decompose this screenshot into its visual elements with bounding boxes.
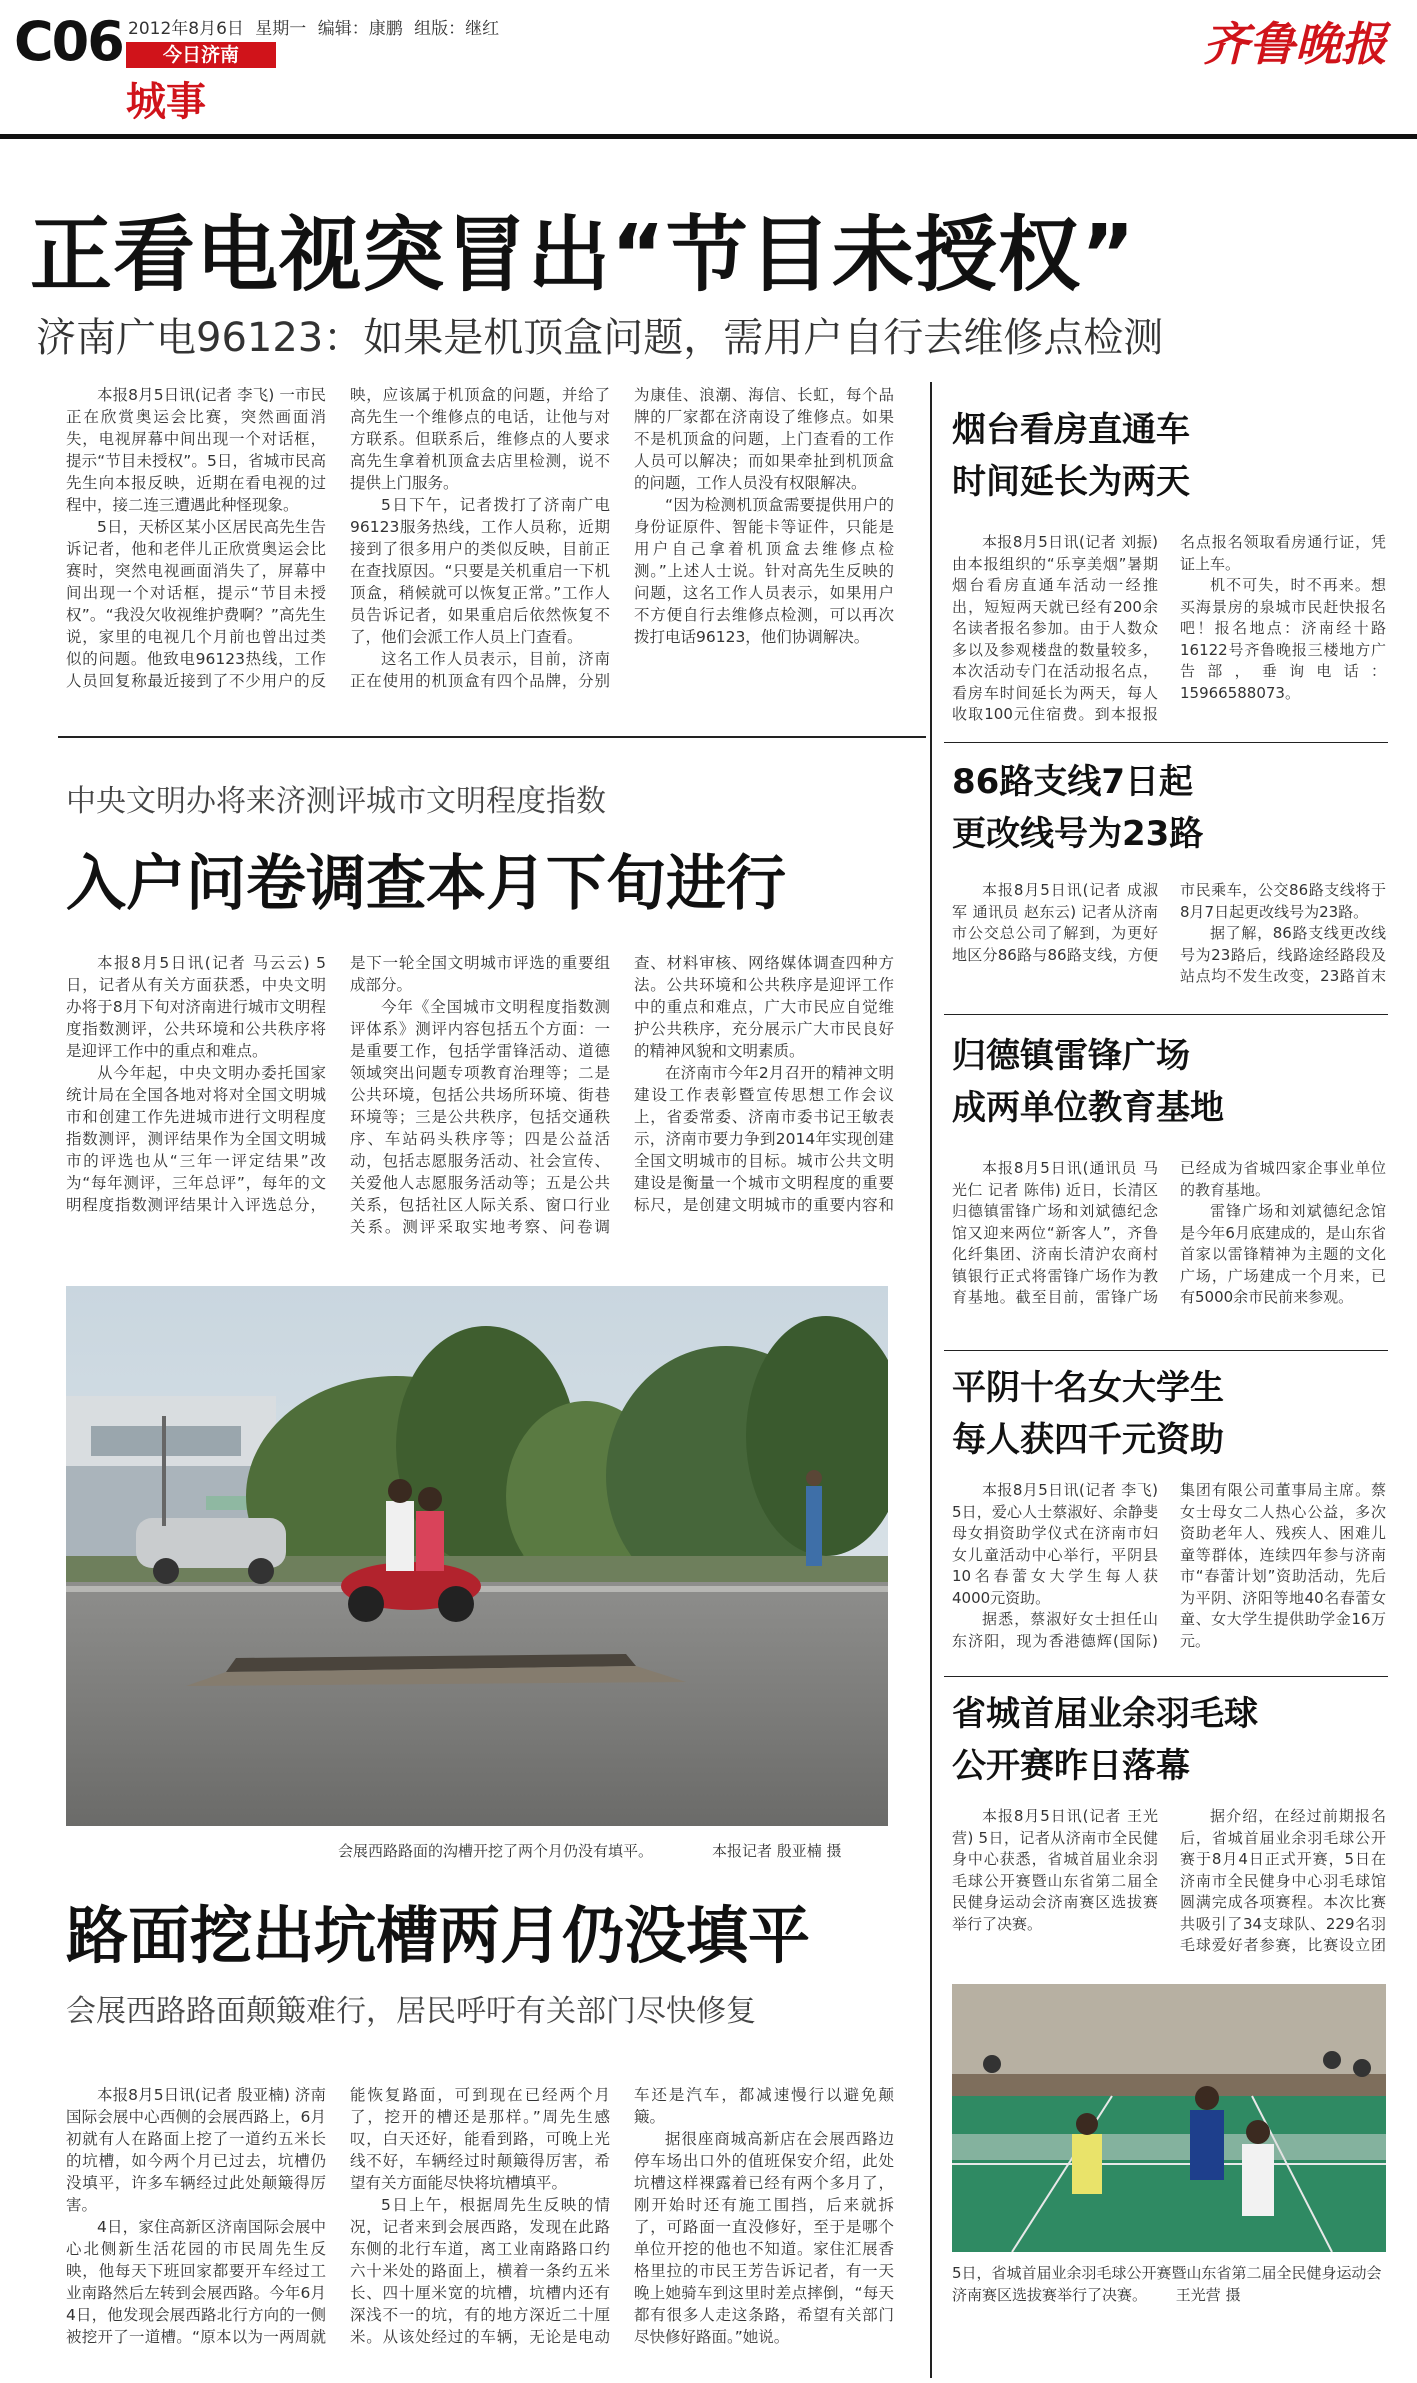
third-paragraph: 据很座商城高新店在会展西路边停车场出口外的值班保安介绍，此处坑槽这样裸露着已经有两个多月了，刚开始时还有施工围挡，后来就拆了，可路面一直没修好，至于是哪个单位开挖的他也不知道。家住汇展香格里拉的市民王芳告诉记者，有一天晚上她骑车到这里时差点摔倒，“每天都有很多人走这条路，希望有关部门尽快修好路面。”她说。: [634, 2130, 894, 2346]
lead-paragraph: 本报8月5日讯(记者 李飞) 一市民正在欣赏奥运会比赛，突然画面消失，电视屏幕中间出现一个对话框，提示“节目未授权”。5日，省城市民高先生向本报反映，近期在看电视的过程中，接二连三遭遇此种怪现象。: [66, 386, 326, 514]
sidebar-article-body: [952, 1480, 1386, 1664]
road-photo: [66, 1286, 888, 1826]
third-article-body: [66, 2084, 894, 2370]
divider: [944, 1350, 1388, 1351]
sidebar-headline-line: 86路支线7日起: [952, 762, 1193, 802]
sidebar-headline: [952, 756, 1203, 860]
sidebar-paragraph: 本报8月5日讯(记者 王光营) 5日，记者从济南市全民健身中心获悉，省城首届业余羽毛球公开赛暨山东省第二届全民健身运动会济南赛区选拔赛举行了决赛。: [952, 1807, 1158, 1933]
third-paragraph: 4日，家住高新区济南国际会展中心北侧新生活花园的市民周先生反映，他每天下班回家都要开车经过工业南路然后左转到会展西路。今年6月4日，他发现会展西路北行方向的一侧被挖开了一道槽。“原本以为一两周就能恢复路面，可到现在已经两个月了，挖开的槽还是那样。”周先生感叹，白天还好，能看到路，可晚上光线不好，车辆经过时颠簸得厉害，希望有关方面能尽快将坑槽填平。: [66, 2086, 610, 2346]
second-paragraph: 从今年起，中央文明办委托国家统计局在全国各地对将对全国文明城市和创建工作先进城市进行文明程度指数测评，测评结果作为全国文明城市的评选也从“三年一评定结果”改为“每年测评，三年总评”，每年的文明程度指数测评结果计入评选总分，是下一轮全国文明城市评选的重要组成部分。: [66, 954, 610, 1214]
sidebar-paragraph: 本报8月5日讯(记者 李飞) 5日，爱心人士蔡淑好、余静斐母女捐资助学仪式在济南市妇女儿童活动中心举行，平阴县10名春蕾女大学生每人获4000元资助。: [952, 1481, 1158, 1607]
sidebar-headline-line: 烟台看房直通车: [952, 410, 1190, 450]
lead-headline: 正看电视突冒出“节目未授权”: [30, 208, 1136, 303]
second-headline: 入户问卷调查本月下旬进行: [66, 849, 786, 919]
third-headline: 路面挖出坑槽两月仍没填平: [66, 1899, 811, 1972]
sidebar-article-body: [952, 1158, 1386, 1338]
sidebar-paragraph: 本报8月5日讯(记者 成淑军 通讯员 赵东云) 记者从济南市公交总公司了解到，为更好地区分86路与86路支线，方便市民乘车，公交86路支线将于8月7日起更改线号为23路。: [952, 881, 1386, 964]
sidebar-headline-line: 省城首届业余羽毛球: [952, 1694, 1258, 1734]
second-kicker: 中央文明办将来济测评城市文明程度指数: [66, 784, 606, 819]
sidebar-article-body: [952, 880, 1386, 1000]
photo-caption: 会展西路路面的沟槽开挖了两个月仍没有填平。: [338, 1842, 654, 1860]
divider: [58, 736, 926, 738]
date-editor-line: 2012年8月6日 星期一 编辑：康鹏 组版：继红: [128, 19, 500, 39]
lead-paragraph: 5日下午，记者拨打了济南广电96123服务热线，工作人员称，近期接到了很多用户的类似反映，目前正在查找原因。“只要是关机重启一下机顶盒，稍候就可以恢复正常。”工作人员告诉记者，如果重启后依然恢复不了，他们会派工作人员上门查看。: [350, 496, 610, 646]
third-subhead: 会展西路路面颠簸难行，居民呼吁有关部门尽快修复: [66, 1994, 756, 2029]
section-tag: 今日济南: [126, 42, 276, 68]
photo-credit: 本报记者 殷亚楠 摄: [712, 1842, 842, 1860]
sidebar-headline-line: 归德镇雷锋广场: [952, 1036, 1190, 1076]
sidebar-photo-caption: 5日，省城首届业余羽毛球公开赛暨山东省第二届全民健身运动会济南赛区选拔赛举行了决赛。: [952, 2264, 1382, 2304]
sidebar-paragraph: 据悉，蔡淑好女士担任山东济阳，现为香港德辉(国际)集团有限公司董事局主席。蔡女士母女二人热心公益，多次资助老年人、残疾人、困难儿童等群体，连续四年参与济南市“春蕾计划”资助活动，先后为平阴、济阳等地40名春蕾女童、女大学生提供助学金16万元。: [952, 1481, 1386, 1650]
lead-subhead: 济南广电96123：如果是机顶盒问题，需用户自行去维修点检测: [36, 315, 1164, 361]
divider: [944, 1676, 1388, 1677]
lead-article-body: [66, 384, 894, 704]
sidebar-headline: [952, 1688, 1258, 1792]
third-paragraph: 本报8月5日讯(记者 殷亚楠) 济南国际会展中心西侧的会展西路上，6月初就有人在路面上挖了一道约五米长的坑槽，如今两个月已过去，坑槽仍没填平，许多车辆经过此处颠簸得厉害。: [66, 2086, 326, 2214]
sidebar-paragraph: 本报8月5日讯(通讯员 马光仁 记者 陈伟) 近日，长清区归德镇雷锋广场和刘斌德纪念馆又迎来两位“新客人”，齐鲁化纤集团、济南长清沪农商村镇银行正式将雷锋广场作为教育基地。截至目前，雷锋广场已经成为省城四家企事业单位的教育基地。: [952, 1159, 1386, 1306]
second-article-body: [66, 952, 894, 1242]
sidebar-paragraph: 据了解，86路支线更改线号为23路后，线路途经路段及站点均不发生改变，23路首末: [1180, 924, 1386, 985]
sidebar-paragraph: 本报8月5日讯(记者 刘振) 由本报组织的“乐享美烟”暑期烟台看房直通车活动一经推出，短短两天就已经有200余名读者报名参加。由于人数众多以及参观楼盘的数量较多，本次活动专门在活动报名点，看房车时间延长为两天，每人收取100元住宿费。到本报报名点报名领取看房通行证，凭证上车。: [952, 533, 1386, 723]
divider: [944, 742, 1388, 743]
sidebar-headline-line: 更改线号为23路: [952, 814, 1204, 854]
second-paragraph: 今年《全国城市文明程度指数测评体系》测评内容包括五个方面：一是重要工作，包括学雷锋活动、道德领域突出问题专项教育治理等；二是公共环境，包括公共场所环境、街巷环境等；三是公共秩序，包括交通秩序、车站码头秩序等；四是公益活动，包括志愿服务活动、社会宣传、关爱他人志愿服务活动等；五是公共关系，包括社区人际关系、窗口行业关系。测评采取实地考察、问卷调查、材料审核、网络媒体调查四种方法。公共环境和公共秩序是迎评工作中的重点和难点，广大市民应自觉维护公共秩序，充分展示广大市民良好的精神风貌和文明素质。: [350, 954, 894, 1236]
road-photo-image: [66, 1286, 888, 1826]
page-number: C06: [14, 10, 123, 73]
second-paragraph: 本报8月5日讯(记者 马云云) 5日，记者从有关方面获悉，中央文明办将于8月下旬对济南进行城市文明程度指数测评，公共环境和公共秩序将是迎评工作中的重点和难点。: [66, 954, 326, 1060]
sidebar-paragraph: 机不可失，时不再来。想买海景房的泉城市民赶快报名吧！报名地点：济南经十路16122号齐鲁晚报三楼地方广告部，垂询电话：15966588073。: [1180, 576, 1386, 702]
divider: [944, 1014, 1388, 1015]
paper-logo: 齐鲁晚报: [1203, 17, 1387, 71]
sidebar-article-body: [952, 1806, 1386, 1966]
badminton-photo-image: [952, 1984, 1386, 2252]
column-divider: [930, 382, 932, 2378]
sidebar-headline-line: 每人获四千元资助: [952, 1420, 1224, 1460]
sidebar-paragraph: 雷锋广场和刘斌德纪念馆是今年6月底建成的，是山东省首家以雷锋精神为主题的文化广场，广场建成一个月来，已有5000余市民前来参观。: [1180, 1202, 1386, 1306]
sidebar-photo-caption-wrap: [952, 2262, 1388, 2306]
sidebar-headline: [952, 1030, 1224, 1134]
sidebar-headline: [952, 404, 1190, 508]
sidebar-headline: [952, 1362, 1224, 1466]
lead-paragraph: 这名工作人员表示，目前，济南正在使用的机顶盒有四个品牌，分别为康佳、浪潮、海信、长虹，每个品牌的厂家都在济南设了维修点。如果不是机顶盒的问题，上门查看的工作人员可以解决；而如果牵扯到机顶盒的问题，工作人员没有权限解决。: [350, 386, 894, 690]
third-paragraph: 5日上午，根据周先生反映的情况，记者来到会展西路，发现在此路东侧的北行车道，离工业南路路口约六十米处的路面上，横着一条约五米长、四十厘米宽的坑槽，坑槽内还有深浅不一的坑，有的地方深近二十厘米。从该处经过的车辆，无论是电动车还是汽车，都减速慢行以避免颠簸。: [350, 2086, 894, 2346]
sidebar-headline-line: 公开赛昨日落幕: [952, 1746, 1190, 1786]
sidebar-headline-line: 时间延长为两天: [952, 462, 1190, 502]
sidebar-headline-line: 平阴十名女大学生: [952, 1368, 1224, 1408]
second-paragraph: 在济南市今年2月召开的精神文明建设工作表彰暨宣传思想工作会议上，省委常委、济南市委书记王敏表示，济南市要力争到2014年实现创建全国文明城市的目标。城市公共文明建设是衡量一个城市文明程度的重要标尺，是创建文明城市的重要内容和: [634, 1064, 894, 1214]
sidebar-photo-credit: 王光营 摄: [1175, 2286, 1241, 2304]
lead-paragraph: 5日，天桥区某小区居民高先生告诉记者，他和老伴儿正欣赏奥运会比赛时，突然电视画面消失了，屏幕中间出现一个对话框，提示“节目未授权”。“我没欠收视维护费啊？”高先生说，家里的电视几个月前也曾出过类似的问题。他致电96123热线，工作人员回复称最近接到了不少用户的反映，应该属于机顶盒的问题，并给了高先生一个维修点的电话，让他与对方联系。但联系后，维修点的人要求高先生拿着机顶盒去店里检测，说不提供上门服务。: [66, 386, 610, 690]
sidebar-headline-line: 成两单位教育基地: [952, 1088, 1224, 1128]
sidebar-article-body: [952, 532, 1386, 732]
masthead-rule: [0, 134, 1417, 139]
section-title: 城事: [126, 78, 206, 125]
badminton-photo: [952, 1984, 1386, 2252]
sidebar-paragraph: 据介绍，在经过前期报名后，省城首届业余羽毛球公开赛于8月4日正式开赛，5日在济南市全民健身中心羽毛球馆圆满完成各项赛程。本次比赛共吸引了34支球队、229名羽毛球爱好者参赛，比赛设立团: [1180, 1807, 1386, 1954]
lead-paragraph: “因为检测机顶盒需要提供用户的身份证原件、智能卡等证件，只能是用户自己拿着机顶盒去维修点检测。”上述人士说。针对高先生反映的问题，这名工作人员表示，如果用户不方便自行去维修点检测，可以再次拨打电话96123，他们协调解决。: [634, 496, 894, 646]
